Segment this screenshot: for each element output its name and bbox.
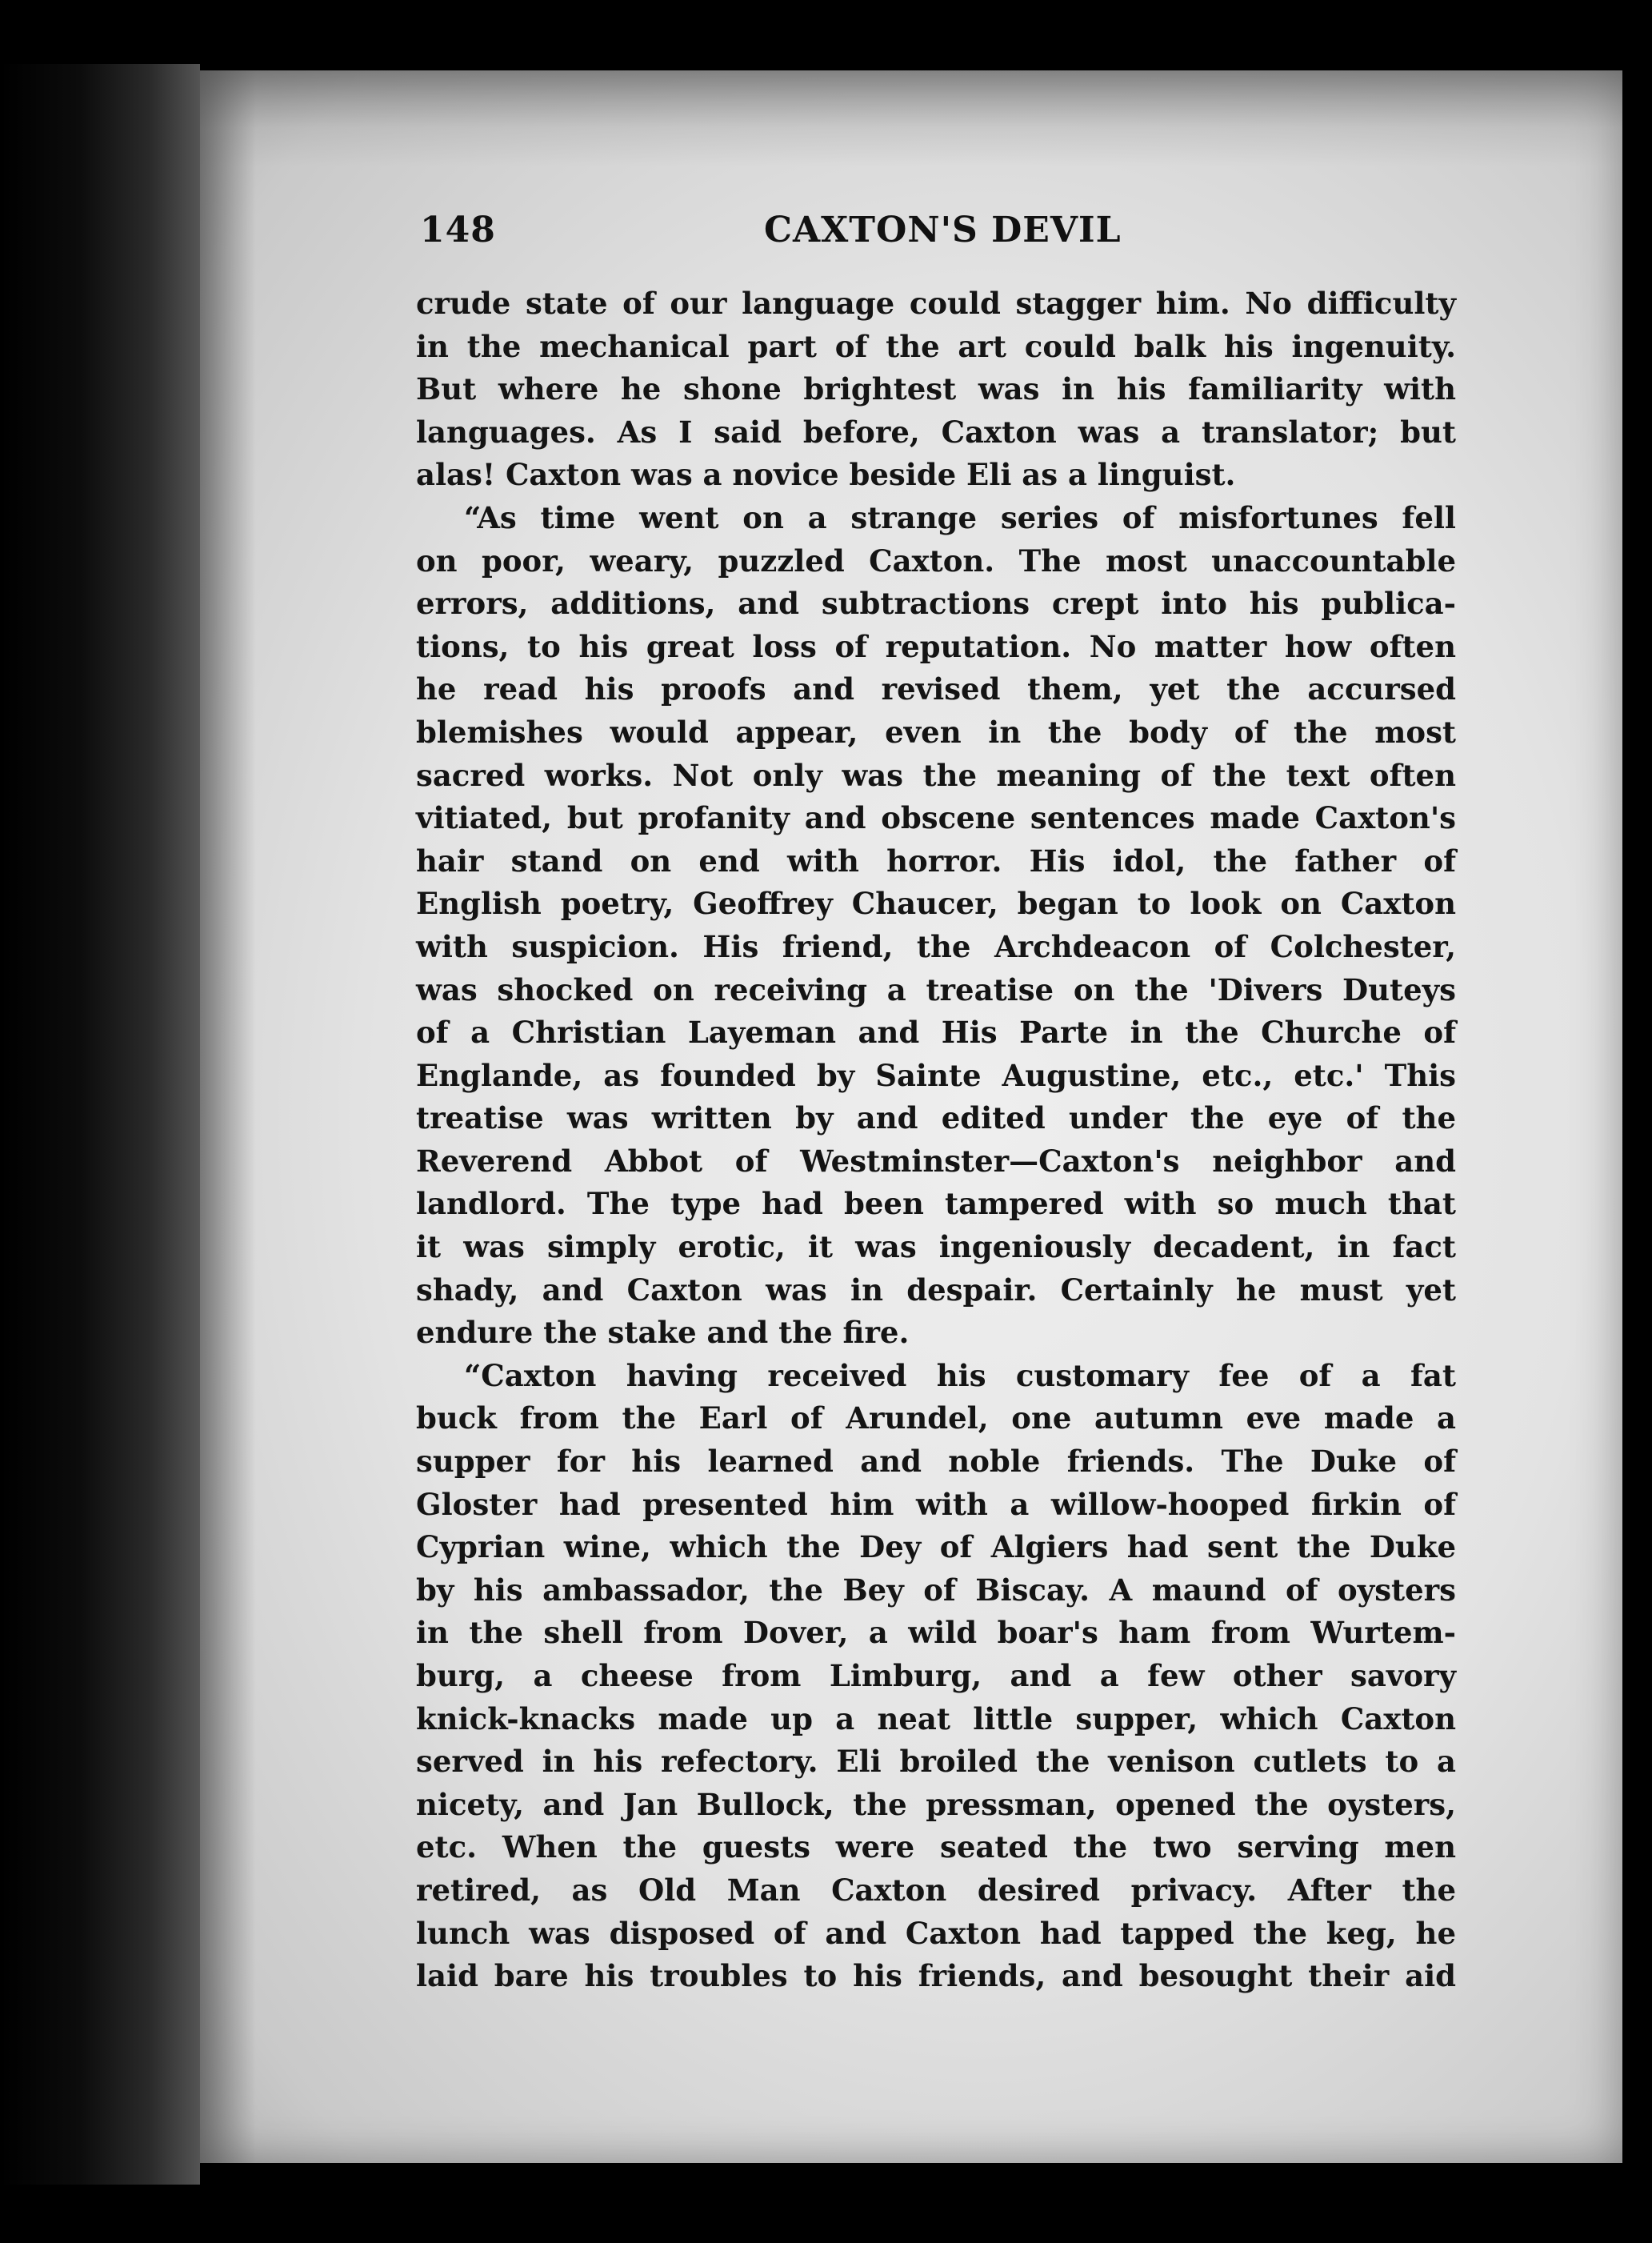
text-line: in the mechanical part of the art could balk his ingenuity. xyxy=(416,328,1456,364)
text-line: buck from the Earl of Arundel, one autumn eve made a xyxy=(416,1400,1456,1436)
text-line: it was simply erotic, it was ingeniously decadent, in fact xyxy=(416,1229,1456,1265)
text-line: hair stand on end with horror. His idol, the father of xyxy=(416,843,1456,879)
text-line: “As time went on a strange series of misfortunes fell xyxy=(464,499,1456,535)
page-number: 148 xyxy=(420,210,496,250)
text-line: Reverend Abbot of Westminster—Caxton's neighbor and xyxy=(416,1143,1456,1179)
text-line: shady, and Caxton was in despair. Certainly he must yet xyxy=(416,1272,1456,1308)
body-text xyxy=(416,282,1456,1998)
text-line: was shocked on receiving a treatise on the 'Divers Duteys xyxy=(416,971,1456,1007)
text-line: vitiated, but profanity and obscene sentences made Caxton's xyxy=(416,800,1456,836)
text-line: lunch was disposed of and Caxton had tapped the keg, he xyxy=(416,1915,1456,1951)
text-line: burg, a cheese from Limburg, and a few other savory xyxy=(416,1658,1456,1693)
text-line: languages. As I said before, Caxton was a translator; but xyxy=(416,414,1456,450)
text-line: blemishes would appear, even in the body of the most xyxy=(416,714,1456,750)
text-line: English poetry, Geoffrey Chaucer, began to look on Caxton xyxy=(416,886,1456,922)
text-line: by his ambassador, the Bey of Biscay. A maund of oysters xyxy=(416,1572,1456,1608)
text-line: endure the stake and the fire. xyxy=(416,1315,910,1351)
text-line: errors, additions, and subtractions crept into his publica- xyxy=(416,586,1456,622)
text-line: he read his proofs and revised them, yet the accursed xyxy=(416,671,1456,707)
book-spine-edge xyxy=(0,64,200,2185)
text-line: retired, as Old Man Caxton desired privacy. After the xyxy=(416,1872,1456,1908)
text-line: with suspicion. His friend, the Archdeacon of Colchester, xyxy=(416,928,1456,964)
text-line: nicety, and Jan Bullock, the pressman, opened the oysters, xyxy=(416,1786,1456,1822)
text-line: of a Christian Layeman and His Parte in the Churche of xyxy=(416,1015,1456,1051)
running-title: CAXTON'S DEVIL xyxy=(764,210,1122,250)
text-line: knick-knacks made up a neat little supper, which Caxton xyxy=(416,1700,1456,1736)
text-line: served in his refectory. Eli broiled the venison cutlets to a xyxy=(416,1744,1456,1780)
running-head xyxy=(420,210,1124,258)
text-line: landlord. The type had been tampered with so much that xyxy=(416,1186,1456,1222)
text-line: supper for his learned and noble friends. The Duke of xyxy=(416,1444,1456,1480)
text-line: Englande, as founded by Sainte Augustine, etc., etc.' This xyxy=(416,1057,1456,1093)
text-line: in the shell from Dover, a wild boar's ham from Wurtem- xyxy=(416,1615,1456,1651)
text-line: treatise was written by and edited under the eye of the xyxy=(416,1100,1456,1136)
text-line: “Caxton having received his customary fee of a fat xyxy=(464,1357,1456,1393)
text-line: Gloster had presented him with a willow-hooped firkin of xyxy=(416,1486,1456,1522)
text-line: laid bare his troubles to his friends, and besought their aid xyxy=(416,1958,1456,1994)
text-line: Cyprian wine, which the Dey of Algiers had sent the Duke xyxy=(416,1529,1456,1565)
text-line: tions, to his great loss of reputation. No matter how often xyxy=(416,628,1456,664)
text-line: etc. When the guests were seated the two serving men xyxy=(416,1829,1456,1865)
text-line: crude state of our language could stagger him. No difficulty xyxy=(416,286,1456,321)
text-line: alas! Caxton was a novice beside Eli as a linguist. xyxy=(416,457,1236,493)
text-line: sacred works. Not only was the meaning of the text often xyxy=(416,757,1456,793)
text-line: But where he shone brightest was in his familiarity with xyxy=(416,371,1456,407)
text-line: on poor, weary, puzzled Caxton. The most unaccountable xyxy=(416,543,1456,579)
